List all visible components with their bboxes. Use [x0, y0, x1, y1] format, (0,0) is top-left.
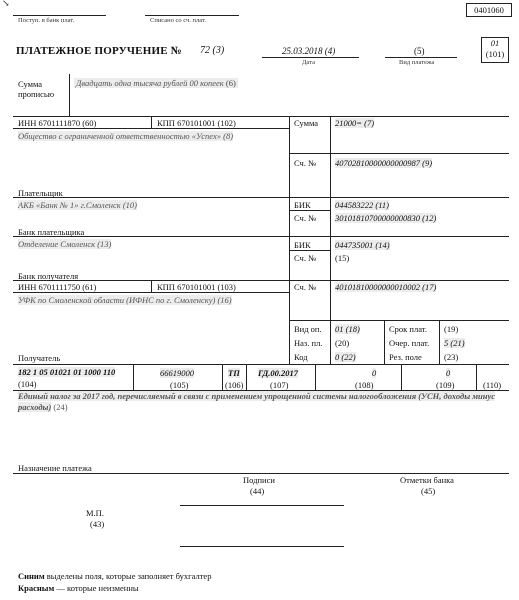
payer-label: Плательщик	[18, 188, 63, 198]
payee-bik-label: БИК	[294, 240, 311, 250]
payer-bik-label: БИК	[294, 200, 311, 210]
ocher-value: 5 (21)	[444, 338, 465, 348]
payee-account-label: Сч. №	[294, 282, 317, 292]
kod-label: Код	[294, 352, 308, 362]
page-title: ПЛАТЕЖНОЕ ПОРУЧЕНИЕ №	[16, 45, 182, 57]
payer-kpp: КПП 670101001 (102)	[157, 118, 236, 128]
payee-account-bottom-line	[289, 320, 509, 321]
payer-bottom-line	[13, 197, 509, 198]
kod-value: 0 (22)	[335, 352, 356, 362]
status-box	[481, 37, 509, 63]
legend-blue: Синим выделены поля, которые заполняет бухгалтер	[18, 571, 212, 581]
vid-op-value: 01 (18)	[335, 324, 360, 334]
oktmo-ref: (105)	[170, 380, 189, 390]
signature-line-2	[180, 546, 344, 547]
corner-arrow-icon: ↘	[2, 0, 10, 8]
kbk-ref: (104)	[18, 379, 37, 389]
bank-marks-title: Отметки банка	[400, 475, 454, 485]
payee-inn-line	[13, 292, 289, 293]
status-ref: (101)	[485, 49, 505, 59]
status-code: 01	[490, 38, 500, 48]
payer-bank-label: Банк плательщика	[18, 227, 85, 237]
debited-label: Списано со сч. плат.	[150, 17, 206, 24]
bik2-line	[289, 250, 330, 251]
sum-value: 21000= (7)	[335, 118, 375, 128]
signature-line-1	[180, 505, 344, 506]
type-ref: (110)	[483, 380, 502, 390]
amount-words-divider	[69, 74, 70, 116]
signatures-ref: (44)	[250, 486, 265, 496]
form-code-box: 0401060	[466, 3, 512, 17]
order-date: 25.03.2018 (4)	[282, 46, 336, 56]
grid-top-line	[13, 116, 509, 117]
debited-line	[145, 15, 239, 16]
rez-label: Рез. поле	[389, 352, 422, 362]
payee-bank-name: Отделение Смоленск (13)	[18, 239, 112, 249]
doc-date-value: 0	[446, 368, 451, 378]
basis-ref: (106)	[225, 380, 244, 390]
inn-kpp-divider	[151, 116, 152, 128]
payer-corr-label: Сч. №	[294, 213, 317, 223]
payer-bik-value: 044583222 (11)	[335, 200, 389, 210]
payer-bank-name: АКБ «Банк № 1» г.Смоленск (10)	[18, 200, 137, 210]
tax-divider-4	[315, 364, 316, 390]
payee-bottom-line	[13, 364, 509, 365]
tax-divider-5	[401, 364, 402, 390]
date-caption: Дата	[302, 59, 315, 66]
sum-label: Сумма	[294, 118, 319, 128]
payee-corr-label: Сч. №	[294, 253, 317, 263]
basis-value: ТП	[228, 368, 240, 378]
amount-words-label-1: Сумма	[18, 79, 43, 89]
payee-bik-value: 044735001 (14)	[335, 240, 390, 250]
payer-name: Общество с ограниченной ответственностью «Успех» (8)	[18, 131, 234, 141]
doc-date-ref: (109)	[436, 380, 455, 390]
doc-num-value: 0	[372, 368, 377, 378]
purpose-label: Назначение платежа	[18, 463, 92, 473]
stamp-ref: (43)	[90, 519, 105, 529]
legend-red: Красным — которые неизменны	[18, 583, 139, 593]
signatures-title: Подписи	[243, 475, 275, 485]
srok-label: Срок плат.	[389, 324, 427, 334]
payer-corr-value: 30101810700000000830 (12)	[335, 213, 437, 223]
payer-account-label: Сч. №	[294, 158, 317, 168]
srok-value: (19)	[444, 324, 459, 334]
payee-kpp: КПП 670101001 (103)	[157, 282, 236, 292]
bank-received-line	[13, 15, 106, 16]
payer-account-value: 40702810000000000987 (9)	[335, 158, 433, 168]
kbk-value: 182 1 05 01021 01 1000 110	[18, 367, 116, 377]
stamp-label: М.П.	[86, 508, 104, 518]
amount-words-label-2: прописью	[18, 89, 55, 99]
bik1-line	[289, 210, 330, 211]
bank-marks-ref: (45)	[421, 486, 436, 496]
bank-received-label: Поступ. в банк плат.	[18, 17, 75, 24]
naz-pl-value: (20)	[335, 338, 350, 348]
payee-corr-value: (15)	[335, 253, 350, 263]
payment-type-caption: Вид платежа	[399, 59, 435, 66]
doc-num-ref: (108)	[355, 380, 374, 390]
period-ref: (107)	[270, 380, 289, 390]
tax-divider-3	[246, 364, 247, 390]
payment-type-value: (5)	[414, 46, 425, 56]
period-value: ГД.00.2017	[258, 368, 299, 378]
naz-pl-label: Наз. пл.	[294, 338, 323, 348]
oktmo-value: 66619000	[160, 368, 194, 378]
order-number: 72 (3)	[200, 45, 225, 56]
purpose-bottom-line	[13, 473, 509, 474]
sum-row-line	[289, 153, 509, 154]
payee-bank-bottom-line	[13, 280, 509, 281]
inn-row-line	[13, 128, 289, 129]
payee-account-value: 40101810000000010002 (17)	[335, 282, 437, 292]
payer-bank-bottom-line	[13, 236, 509, 237]
codes-mid-divider	[384, 320, 385, 364]
amount-words-value: Двадцать одна тысяча рублей 00 копеек (6)	[76, 78, 236, 88]
payee-bank-label: Банк получателя	[18, 271, 79, 281]
payer-inn: ИНН 6701111870 (60)	[18, 118, 97, 128]
date-line	[262, 57, 359, 58]
payment-type-line	[385, 57, 457, 58]
payee-label: Получатель	[18, 353, 61, 363]
tax-divider-6	[476, 364, 477, 390]
ocher-label: Очер. плат.	[389, 338, 430, 348]
tax-divider-1	[133, 364, 134, 390]
tax-divider-2	[222, 364, 223, 390]
rez-value: (23)	[444, 352, 459, 362]
vid-op-label: Вид оп.	[294, 324, 322, 334]
payee-inn: ИНН 6701111750 (61)	[18, 282, 97, 292]
payee-name: УФК по Смоленской области (ИФНС по г. Смоленску) (16)	[18, 295, 232, 305]
purpose-text: Единый налог за 2017 год, перечисляемый в связи с применением упрощенной системы налогообложения (УСН, доходы минус расходы) (24)	[18, 391, 496, 412]
codes-right-divider	[439, 320, 440, 364]
payee-inn-kpp-divider	[151, 280, 152, 292]
